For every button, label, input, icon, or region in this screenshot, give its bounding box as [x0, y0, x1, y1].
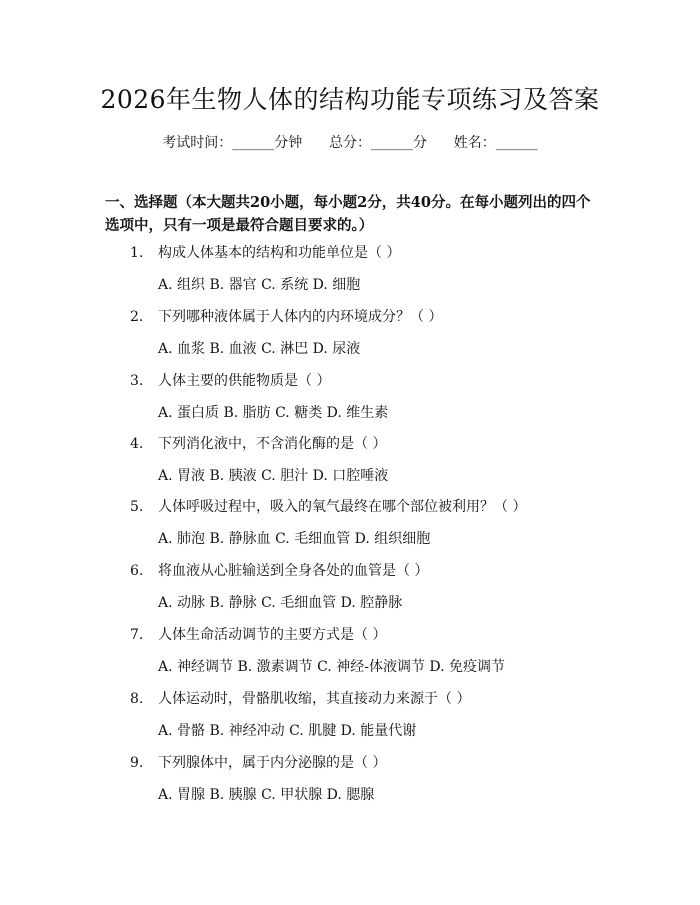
- question-text: 人体呼吸过程中，吸入的氧气最终在哪个部位被利用？（ ）: [158, 499, 527, 515]
- question-5-options: A. 肺泡 B. 静脉血 C. 毛细血管 D. 组织细胞: [158, 531, 431, 547]
- question-number: 8.: [130, 691, 144, 707]
- exam-info-line: 考试时间：______分钟 总分：______分 姓名：______: [162, 135, 538, 151]
- question-2: [130, 307, 442, 327]
- question-number: 3.: [130, 373, 144, 389]
- question-9-options: A. 胃腺 B. 胰腺 C. 甲状腺 D. 腮腺: [158, 787, 375, 803]
- question-number: 2.: [130, 309, 144, 325]
- question-1: [130, 243, 400, 263]
- question-number: 7.: [130, 627, 144, 643]
- page-title: 2026年生物人体的结构功能专项练习及答案: [100, 85, 600, 114]
- question-number: 9.: [130, 755, 144, 771]
- question-3: [130, 371, 330, 391]
- question-text: 下列哪种液体属于人体内的内环境成分？（ ）: [158, 309, 443, 325]
- question-text: 下列消化液中，不含消化酶的是（ ）: [158, 436, 387, 452]
- question-number: 4.: [130, 436, 144, 452]
- section-heading: 一、选择题（本大题共20小题，每小题2分，共40分。在每小题列出的四个选项中，只有一项是最符合题目要求的。）: [105, 194, 591, 234]
- question-6-options: A. 动脉 B. 静脉 C. 毛细血管 D. 腔静脉: [158, 595, 403, 611]
- question-text: 人体主要的供能物质是（ ）: [158, 373, 331, 389]
- question-text: 下列腺体中，属于内分泌腺的是（ ）: [158, 755, 387, 771]
- question-text: 将血液从心脏输送到全身各处的血管是（ ）: [158, 563, 429, 579]
- question-6: [130, 561, 428, 581]
- question-text: 人体生命活动调节的主要方式是（ ）: [158, 627, 387, 643]
- question-number: 5.: [130, 499, 144, 515]
- question-number: 6.: [130, 563, 144, 579]
- question-2-options: A. 血浆 B. 血液 C. 淋巴 D. 尿液: [158, 341, 361, 357]
- question-number: 1.: [130, 245, 144, 261]
- question-4: [130, 434, 386, 454]
- question-7: [130, 625, 386, 645]
- question-9: [130, 753, 386, 773]
- question-8-options: A. 骨骼 B. 神经冲动 C. 肌腱 D. 能量代谢: [158, 723, 417, 739]
- question-7-options: A. 神经调节 B. 激素调节 C. 神经-体液调节 D. 免疫调节: [158, 659, 506, 675]
- question-5: [130, 497, 526, 517]
- question-3-options: A. 蛋白质 B. 脂肪 C. 糖类 D. 维生素: [158, 405, 389, 421]
- question-4-options: A. 胃液 B. 胰液 C. 胆汁 D. 口腔唾液: [158, 468, 389, 484]
- question-1-options: A. 组织 B. 器官 C. 系统 D. 细胞: [158, 277, 361, 293]
- question-text: 人体运动时，骨骼肌收缩，其直接动力来源于（ ）: [158, 691, 471, 707]
- question-8: [130, 689, 470, 709]
- question-text: 构成人体基本的结构和功能单位是（ ）: [158, 245, 401, 261]
